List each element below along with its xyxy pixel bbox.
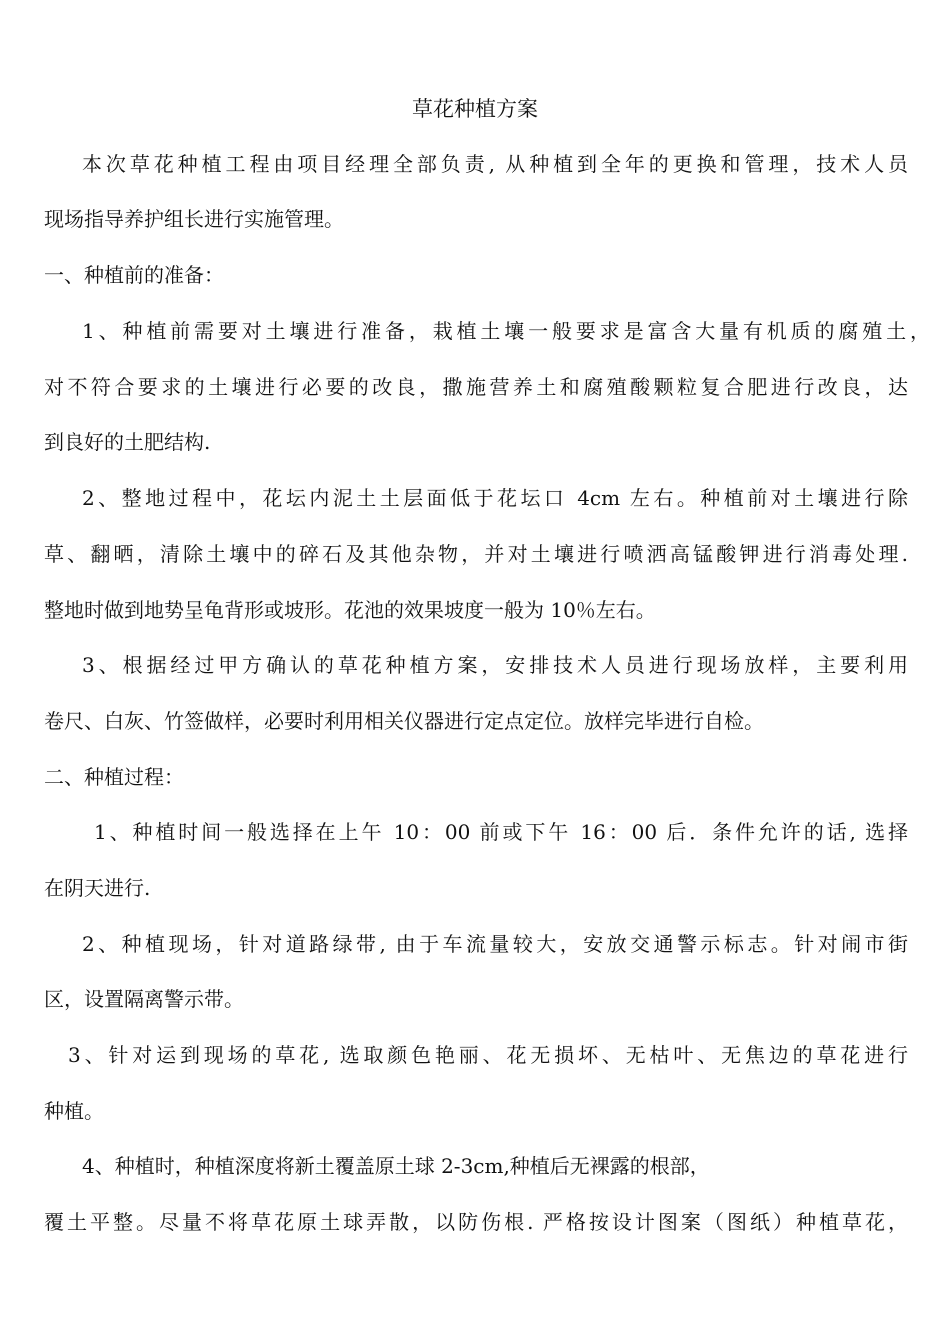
document-title: 草花种植方案: [412, 97, 538, 121]
paragraph-prep-3-line-1: 3、根据经过甲方确认的草花种植方案，安排技术人员进行现场放样，主要利用: [82, 653, 908, 677]
paragraph-proc-2-line-1: 2、种植现场，针对道路绿带, 由于车流量较大，安放交通警示标志。针对闹市街: [82, 932, 908, 956]
paragraph-proc-4-line-1: 4、种植时，种植深度将新土覆盖原土球 2-3cm,种植后无裸露的根部，: [82, 1154, 710, 1178]
paragraph-prep-1-line-1: 1、种植前需要对土壤进行准备，栽植土壤一般要求是富含大量有机质的腐殖土，: [82, 319, 930, 343]
section-heading-planting-process: 二、种植过程：: [44, 765, 184, 789]
paragraph-prep-1-line-2: 对不符合要求的土壤进行必要的改良，撒施营养土和腐殖酸颗粒复合肥进行改良，达: [44, 375, 908, 399]
paragraph-prep-1-line-3: 到良好的土肥结构.: [44, 430, 211, 454]
section-heading-preparation: 一、种植前的准备：: [44, 263, 224, 287]
paragraph-prep-2-line-2: 草、翻晒，清除土壤中的碎石及其他杂物，并对土壤进行喷洒高锰酸钾进行消毒处理.: [44, 542, 908, 566]
paragraph-proc-3-line-2: 种植。: [44, 1099, 104, 1123]
paragraph-intro-line-2: 现场指导养护组长进行实施管理。: [44, 207, 344, 231]
paragraph-proc-2-line-2: 区，设置隔离警示带。: [44, 987, 244, 1011]
paragraph-proc-1-line-2: 在阴天进行.: [44, 876, 151, 900]
paragraph-proc-3-line-1: 3、针对运到现场的草花, 选取颜色艳丽、花无损坏、无枯叶、无焦边的草花进行: [68, 1043, 908, 1067]
paragraph-prep-2-line-1: 2、整地过程中，花坛内泥土土层面低于花坛口 4cm 左右。种植前对土壤进行除: [82, 486, 908, 510]
paragraph-proc-4-line-2: 覆土平整。尽量不将草花原土球弄散，以防伤根. 严格按设计图案（图纸）种植草花，: [44, 1210, 908, 1234]
paragraph-prep-3-line-2: 卷尺、白灰、竹签做样，必要时利用相关仪器进行定点定位。放样完毕进行自检。: [44, 709, 764, 733]
paragraph-intro-line-1: 本次草花种植工程由项目经理全部负责, 从种植到全年的更换和管理，技术人员: [82, 152, 908, 176]
paragraph-prep-2-line-3: 整地时做到地势呈龟背形或坡形。花池的效果坡度一般为 10％左右。: [44, 598, 656, 622]
paragraph-proc-1-line-1: 1、种植时间一般选择在上午 10：00 前或下午 16：00 后．条件允许的话, 选择: [94, 820, 908, 844]
